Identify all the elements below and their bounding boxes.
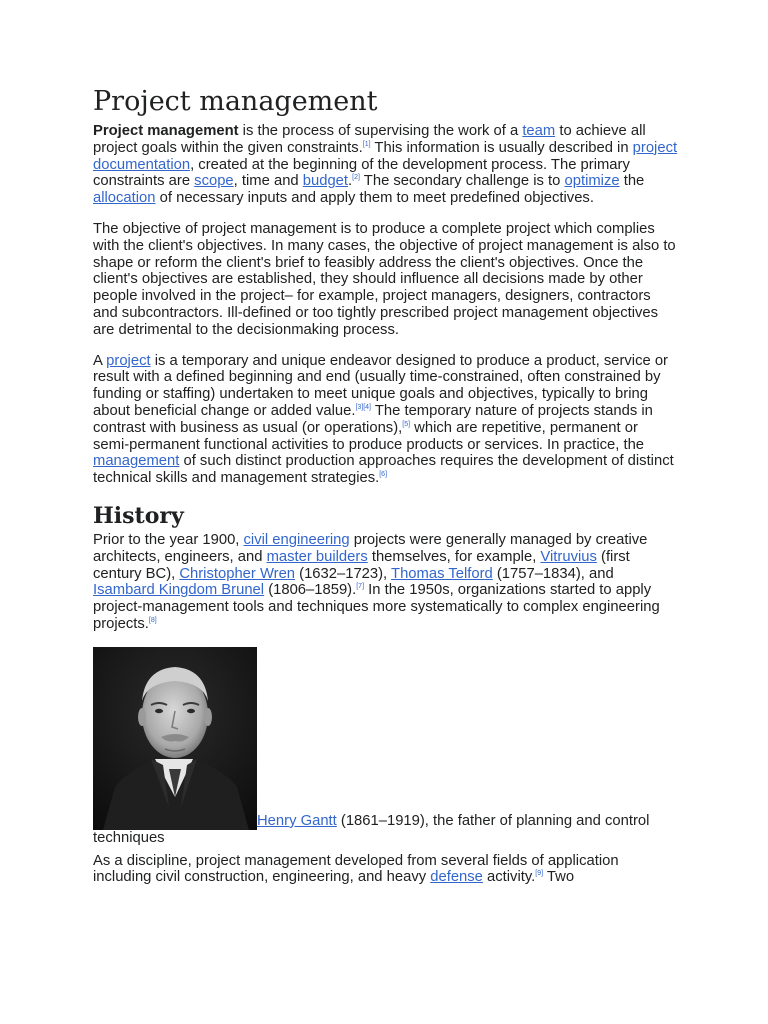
text-run: (first century BC), <box>93 548 630 582</box>
link-christopher-wren[interactable]: Christopher Wren <box>179 565 296 582</box>
citation-ref-9[interactable]: [9] <box>535 870 544 878</box>
text-run: which are repetitive, permanent or semi-permanent functional activities to produce products or services. In practice, the <box>93 419 645 453</box>
text-run: As a discipline, project management developed from several fields of application including civil construction, engineering, and heavy <box>93 852 619 886</box>
intro-paragraph <box>93 123 678 207</box>
figure-henry-gantt <box>93 647 678 847</box>
text-run: (1757–1834), and <box>492 565 614 582</box>
intro-bold-term: Project management <box>93 123 239 139</box>
link-budget[interactable]: budget <box>302 173 349 190</box>
link-scope[interactable]: scope <box>194 173 234 190</box>
text-run: The secondary challenge is to <box>359 173 565 190</box>
objective-paragraph: The objective of project management is to produce a complete project which complies with the client's objectives. In many cases, the objective of project management is also to shape or reform the client's brief to feasibly address the client's objectives. Once the client's objectives are established, they should influence all decisions made by other people involved in the project– for example, project managers, designers, contractors and subcontractors. Ill-defined or too tightly prescribed project management objectives are detrimental to the decisionmaking process. <box>93 220 676 338</box>
citation-ref-7[interactable]: [7] <box>356 583 365 591</box>
text-run: of necessary inputs and apply them to meet predefined objectives. <box>155 190 594 207</box>
link-project-documentation[interactable]: project documentation <box>93 139 678 173</box>
text-run: the <box>619 173 645 190</box>
text-run: The temporary nature of projects stands in contrast with business as usual (or operations), <box>93 402 653 436</box>
portrait-photo <box>93 647 257 830</box>
text-run: projects were generally managed by creative architects, engineers, and <box>93 531 648 565</box>
text-run: In the 1950s, organizations started to apply project-management tools and techniques more systematically to complex engineering projects. <box>93 582 660 632</box>
text-run: (1806–1859). <box>264 582 357 599</box>
text-run: Prior to the year 1900, <box>93 531 244 548</box>
link-isambard-kingdom-brunel[interactable]: Isambard Kingdom Brunel <box>93 582 265 599</box>
text-run: activity. <box>482 869 536 886</box>
text-run: (1632–1723), <box>295 565 392 582</box>
text-run: A <box>93 352 107 369</box>
link-master-builders[interactable]: master builders <box>266 548 368 565</box>
text-run: is a temporary and unique endeavor designed to produce a product, service or result with a defined beginning and end (usually time-constrained, often constrained by funding or staffing) undertaken to meet unique goals and objectives, typically to bring about beneficial change or added value. <box>93 352 668 419</box>
citation-ref-3-4[interactable]: [3][4] <box>355 403 372 411</box>
text-run: Two <box>543 869 575 886</box>
link-henry-gantt[interactable]: Henry Gantt <box>257 812 337 829</box>
article-body <box>93 84 678 900</box>
section-heading-history: History <box>93 502 184 529</box>
link-project[interactable]: project <box>106 352 151 369</box>
text-run: , time and <box>233 173 303 190</box>
link-civil-engineering[interactable]: civil engineering <box>243 531 350 548</box>
link-vitruvius[interactable]: Vitruvius <box>540 548 597 565</box>
citation-ref-5[interactable]: [5] <box>402 420 411 428</box>
discipline-paragraph <box>93 853 678 887</box>
text-run: themselves, for example, <box>367 548 541 565</box>
figure-caption: (1861–1919), the father of planning and control techniques <box>93 812 650 846</box>
link-team[interactable]: team <box>522 123 556 139</box>
text-run: , created at the beginning of the development process. The primary constraints are <box>93 156 630 190</box>
citation-ref-6[interactable]: [6] <box>379 471 388 479</box>
link-management[interactable]: management <box>93 453 180 470</box>
link-allocation[interactable]: allocation <box>93 190 156 207</box>
text-run: . <box>348 173 353 190</box>
henry-gantt-portrait <box>93 647 257 830</box>
text-run: This information is usually described in <box>370 139 633 156</box>
link-thomas-telford[interactable]: Thomas Telford <box>391 565 493 582</box>
citation-ref-1[interactable]: [1] <box>362 140 371 148</box>
definition-paragraph <box>93 353 678 487</box>
text-run: of such distinct production approaches requires the development of distinct technical skills and management strategies. <box>93 453 674 487</box>
history-paragraph <box>93 532 678 633</box>
citation-ref-2[interactable]: [2] <box>352 174 360 182</box>
page-title: Project management <box>93 86 378 117</box>
citation-ref-8[interactable]: [8] <box>148 616 157 624</box>
text-run: to achieve all project goals within the given constraints. <box>93 123 646 156</box>
link-optimize[interactable]: optimize <box>564 173 620 190</box>
link-defense[interactable]: defense <box>430 869 483 886</box>
text-run: is the process of supervising the work of a <box>238 123 523 139</box>
